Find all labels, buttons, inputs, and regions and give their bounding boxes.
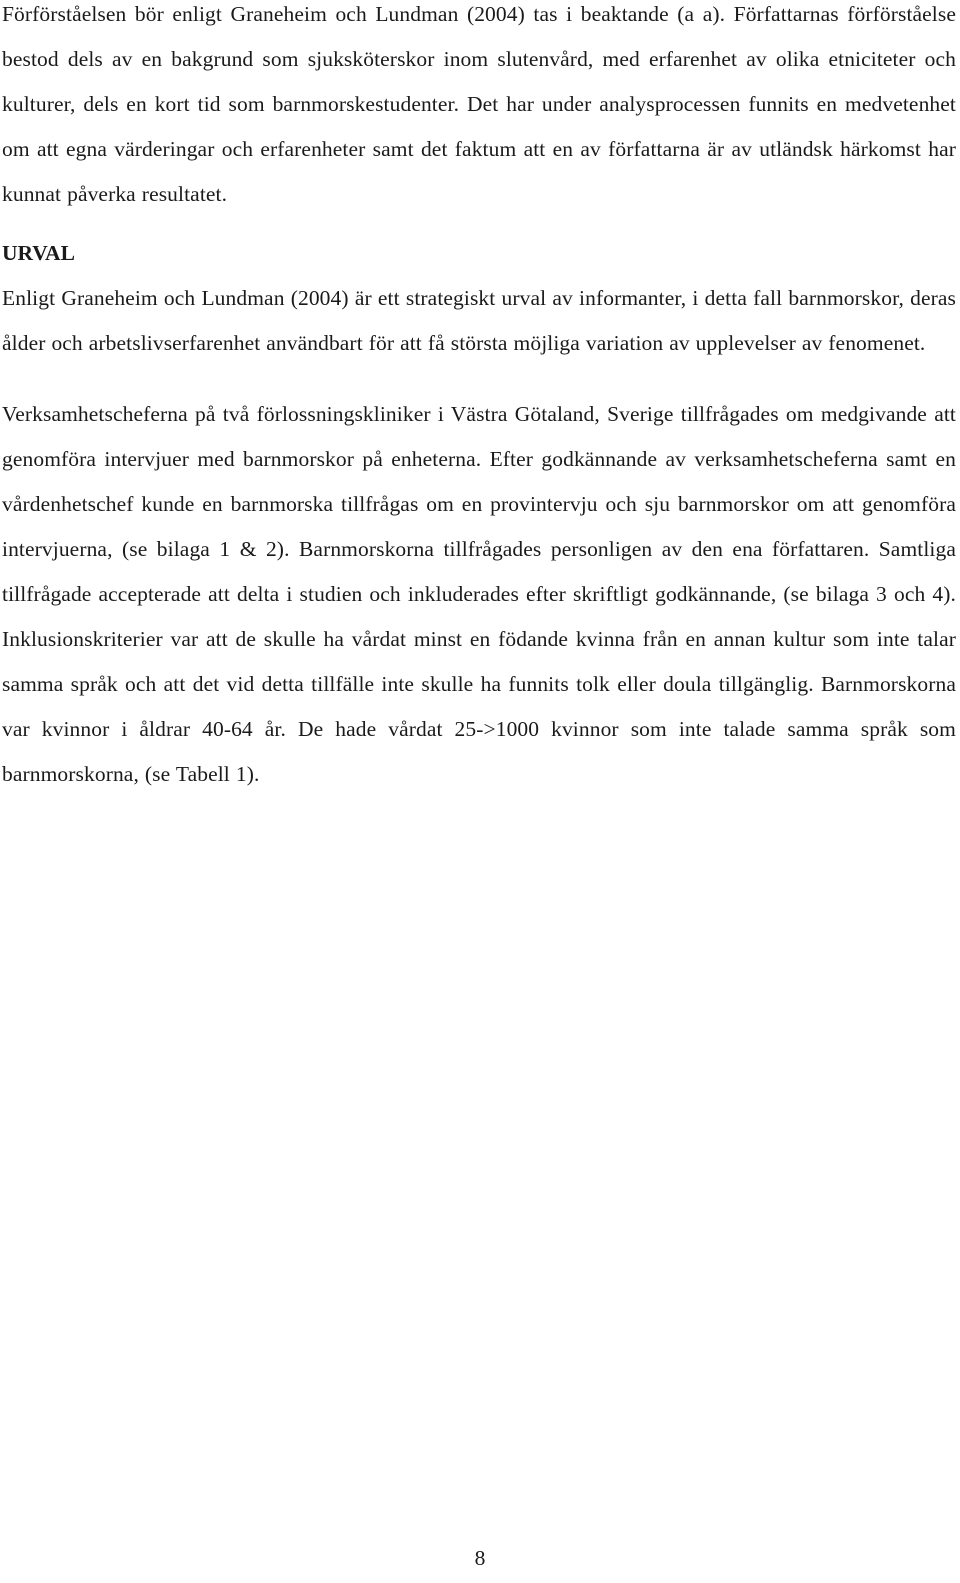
section-heading-urval: URVAL <box>2 241 75 265</box>
paragraph-preunderstanding: Förförståelsen bör enligt Graneheim och Lundman (2004) tas i beaktande (a a). Författarnas förförståelse bestod dels av en bakgrund som sjuksköterskor inom slutenvård, med erfarenhet av olika etniciteter och kulturer, dels en kort tid som barnmorskestudenter. Det har under analysprocessen funnits en medvetenhet om att egna värderingar och erfarenheter samt det faktum att en av författarna är av utländsk härkomst har kunnat påverka resultatet. <box>2 2 956 206</box>
page-number: 8 <box>474 1546 486 1570</box>
paragraph-sampling-strategy: Enligt Graneheim och Lundman (2004) är ett strategiskt urval av informanter, i detta fall barnmorskor, deras ålder och arbetslivserfarenhet användbart för att få största möjliga variation av upplevelser av fenomenet. <box>2 286 956 355</box>
document-page <box>2 0 956 797</box>
paragraph-recruitment: Verksamhetscheferna på två förlossningskliniker i Västra Götaland, Sverige tillfrågades om medgivande att genomföra intervjuer med barnmorskor på enheterna. Efter godkännande av verksamhetscheferna samt en vårdenhetschef kunde en barnmorska tillfrågas om en provintervju och sju barnmorskor om att genomföra intervjuerna, (se bilaga 1 & 2). Barnmorskorna tillfrågades personligen av den ena författaren. Samtliga tillfrågade accepterade att delta i studien och inkluderades efter skriftligt godkännande, (se bilaga 3 och 4). Inklusionskriterier var att de skulle ha vårdat minst en födande kvinna från en annan kultur som inte talar samma språk och att det vid detta tillfälle inte skulle ha funnits tolk eller doula tillgänglig. Barnmorskorna var kvinnor i åldrar 40-64 år. De hade vårdat 25->1000 kvinnor som inte talade samma språk som barnmorskorna, (se Tabell 1). <box>2 402 956 786</box>
